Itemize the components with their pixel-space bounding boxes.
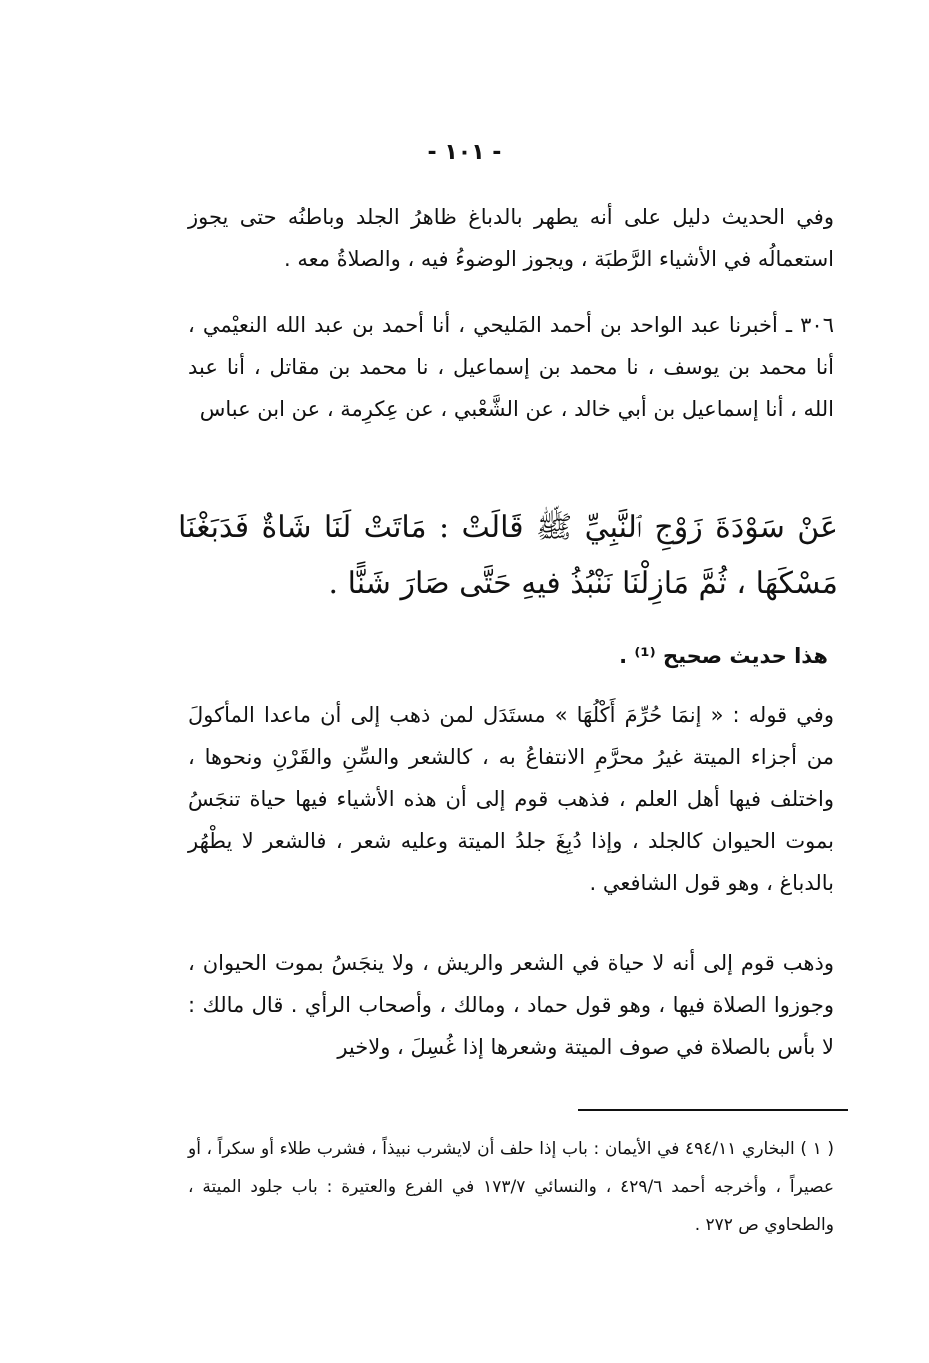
hadith-text: عَنْ سَوْدَةَ زَوْجِ ٱلنَّبِيِّ ﷺ قَالَتْ : مَاتَتْ لَنَا شَاةٌ فَدَبَغْنَا مَسْكَهَا ، ثُمَّ مَازِلْنَا نَنْبُذُ فيهِ حَتَّى صَارَ شَنًّا . [178,510,838,601]
paragraph-other-opinion: وذهب قوم إلى أنه لا حياة في الشعر والريش ، ولا ينجَسُ بموت الحيوان ، وجوزوا الصلاة فيها ، وهو قول حماد ، ومالك ، وأصحاب الرأي . قال مالك : لا بأس بالصلاة في صوف الميتة وشعرها إذا غُسِلَ ، ولاخير [188,951,834,1059]
paragraph-commentary-tanning: وفي الحديث دليل على أنه يطهر بالدباغ ظاهرُ الجلد وباطنُه حتى يجوز استعمالُه في الأشياء الرَّطبَة ، ويجوز الوضوءُ فيه ، والصلاةُ معه . [188,205,834,271]
paragraph-ruling-hair: وفي قوله : « إنمَا حُرِّمَ أَكْلُهَا » مستَدَل لمن ذهب إلى أن ماعدا المأكولَ من أجزاء الميتة غيرُ محرَّمِ الانتفاعُ به ، كالشعر والسِّنِ والقَرْنِ ونحوها ، واختلف فيها أهل العلم ، فذهب قوم إلى أن هذه الأشياء فيها حياة تنجَسُ بموت الحيوان كالجلد ، وإذا دُبِغَ جلدُ الميتة وعليه شعر ، فالشعر لا يطْهُر بالدباغ ، وهو قول الشافعي . [188,703,834,895]
hadith-grade: هذا حديث صحيح ⁽¹⁾ . [619,644,828,668]
paragraph-isnad-chain: ٣٠٦ ـ أخبرنا عبد الواحد بن أحمد المَليحي ، أنا أحمد بن عبد الله النعيْمي ، أنا محمد بن يوسف ، نا محمد بن إسماعيل ، نا محمد بن مقاتل ، أنا عبد الله ، أنا إسماعيل بن أبي خالد ، عن الشَّعْبي ، عن عِكرِمة ، عن ابن عباس [188,313,834,421]
page-number: - ١٠١ - [427,140,502,165]
footnote-divider [578,1109,848,1111]
footnote-text: ( ١ ) البخاري ٤٩٤/١١ في الأيمان : باب إذا حلف أن لايشرب نبيذاً ، فشرب طلاء أو سكراً ، أو عصيراً ، وأخرجه أحمد ٤٢٩/٦ ، والنسائي ١٧٣/٧ في الفرع والعتيرة : باب جلود الميتة ، والطحاوي ص ٢٧٢ . [188,1139,835,1235]
